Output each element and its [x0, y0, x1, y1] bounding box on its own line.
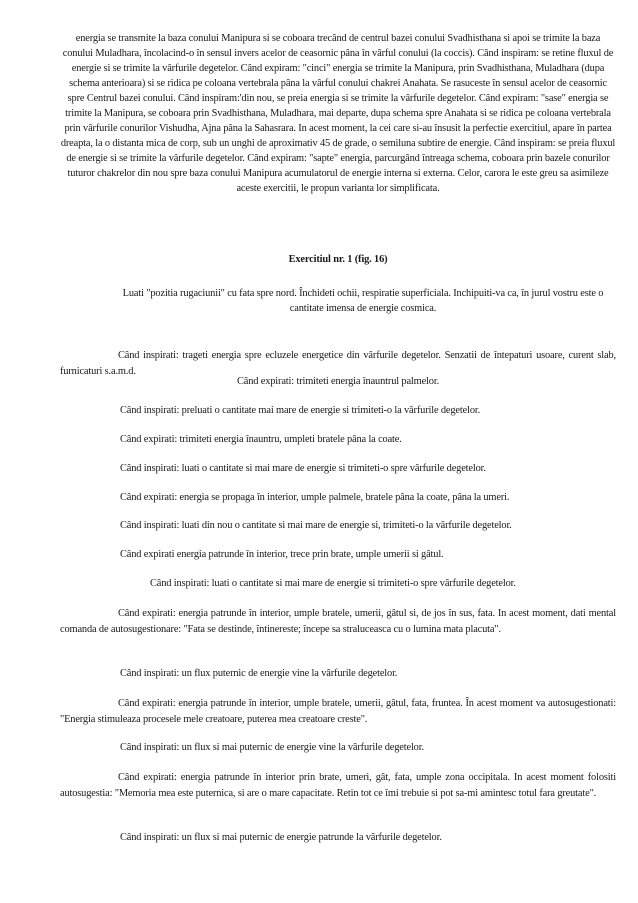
step-10: Când expirati: energia patrunde în interior, umple bratele, umerii, gâtul si, de jos în sus, fata. In acest moment, dati mental comanda de autosugestionare: "Fata se destinde, întinereste; începe sa straluceasca cu o lumina mata placuta".: [60, 608, 616, 635]
exercise-title: Exercitiul nr. 1 (fig. 16): [288, 254, 388, 265]
step-2: Când expirati: trimiteti energia înauntrul palmelor.: [236, 376, 440, 387]
step-1: Când inspirati: trageti energia spre ecluzele energetice din vârfurile degetelor. Senzatii de întepaturi usoare, curent slab, furnicaturi s.a.m.d.: [60, 350, 616, 377]
step-5: Când inspirati: luati o cantitate si mai mare de energie si trimiteti-o spre vârfurile degetelor.: [120, 463, 486, 474]
step-12: Când expirati: energia patrunde în interior, umple bratele, umerii, gâtul, fata, fruntea. În acest moment va autosugestionati: "Energia stimuleaza procesele mele creatoare, puterea mea creatoare creste".: [60, 698, 616, 725]
step-7: Când inspirati: luati din nou o cantitate si mai mare de energie si, trimiteti-o la vârfurile degetelor.: [120, 520, 512, 531]
step-11: Când inspirati: un flux puternic de energie vine la vârfurile degetelor.: [120, 668, 398, 679]
step-15: Când inspirati: un flux si mai puternic de energie patrunde la vârfurile degetelor.: [120, 832, 442, 843]
step-8: Când expirati energia patrunde în interior, trece prin brate, umple umerii si gâtul.: [120, 549, 444, 560]
step-9: Când inspirati: luati o cantitate si mai mare de energie si trimiteti-o spre vârfurile degetelor.: [150, 578, 516, 589]
step-14: Când expirati: energia patrunde în interior prin brate, umeri, gât, fata, umple zona occipitala. In acest moment folositi autosugestia: "Memoria mea este puternica, si are o mare capacitate. Retin tot ce îmi trebuie si pot sa-mi amintesc totul fara greutate".: [60, 772, 616, 799]
step-6: Când expirati: energia se propaga în interior, umple palmele, bratele pâna la coate, pâna la umeri.: [120, 492, 510, 503]
step-4: Când expirati: trimiteti energia înauntru, umpleti bratele pâna la coate.: [120, 434, 402, 445]
step-3: Când inspirati: preluati o cantitate mai mare de energie si trimiteti-o la vârfurile degetelor.: [120, 405, 481, 416]
step-13: Când inspirati: un flux si mai puternic de energie vine la vârfurile degetelor.: [120, 742, 424, 753]
exercise-instruction: Luati "pozitia rugaciunii" cu fata spre nord. Închideti ochii, respiratie superficiala. Inchipuiti-va ca, în jurul vostru este o cantitate imensa de energie cosmica.: [122, 288, 604, 314]
intro-paragraph: energia se transmite la baza conului Manipura si se coboara trecând de centrul bazei conului Svadhisthana si apoi se trimite la baza conului Muladhara, încolacind-o în sensul invers acelor de ceasornic pâna în vârful conului (la coccis). Când inspiram: se retine fluxul de energie si se trimite la vârfurile degetelor. Când expiram: "cinci" energia se trimite la Manipura, prin Svadhisthana, Muladhara (dupa schema anterioara) si se ridica pe coloana vertebrala pâna la vârful conului chakrei Anahata. Se rasuceste în sensul acelor de ceasornic spre Centrul bazei conului. Când inspiram:'din nou, se preia energia si se trimite la vârfurile degetelor. Când expiram: "sase" energia se trimite la Manipura, se coboara prin Svadhisthana, Muladhara, mai departe, dupa schema spre Anahata si se ridica pe coloana vertebrala prin vârfurile conurilor Vishudha, Ajna pâna la Sahasrara. In acest moment, la cei care si-au însusit la perfectie exercitiul, apare în partea dreapta, la o distanta mica de corp, sub un unghi de aproximativ 45 de grade, o semiluna subtire de energie. Când inspiram: se preia fluxul de energie si se trimite la vârfurile degetelor. Când expiram: "sapte" energia, parcurgând întreaga schema, coboara prin bazele conurilor tuturor chakrelor din nou spre baza conului Manipura acumulatorul de energie interna si externa. Celor, carora le este greu sa asimileze aceste exercitii, le propun varianta lor simplificata.: [60, 33, 616, 194]
